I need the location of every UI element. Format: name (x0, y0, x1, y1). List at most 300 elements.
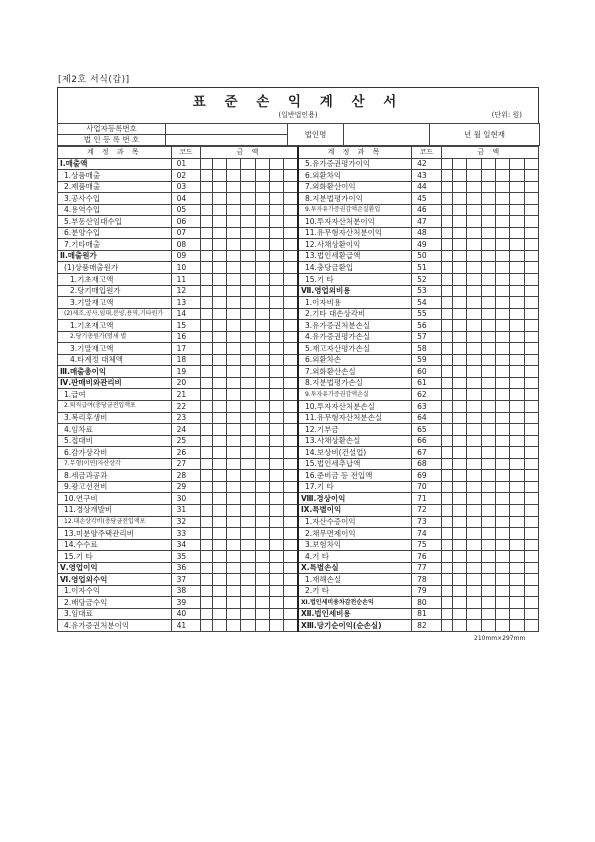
amount-cell[interactable] (453, 274, 467, 286)
amount-cell[interactable] (524, 262, 538, 274)
amount-cell[interactable] (284, 458, 298, 470)
amount-cell[interactable] (284, 377, 298, 389)
amount-cell[interactable] (284, 320, 298, 332)
amount-cell[interactable] (467, 562, 481, 574)
amount-cell[interactable] (467, 366, 481, 378)
amount-cell[interactable] (255, 366, 269, 378)
amount-cell[interactable] (255, 401, 269, 413)
amount-cell[interactable] (241, 412, 255, 424)
amount-cell[interactable] (510, 401, 524, 413)
amount-cell[interactable] (524, 366, 538, 378)
amount-cell[interactable] (241, 331, 255, 343)
amount-cell[interactable] (510, 539, 524, 551)
amount-cell[interactable] (269, 204, 283, 216)
amount-cell[interactable] (284, 539, 298, 551)
amount-cell[interactable] (269, 377, 283, 389)
amount-cell[interactable] (453, 493, 467, 505)
amount-cell[interactable] (467, 320, 481, 332)
amount-cell[interactable] (201, 389, 213, 401)
amount-cell[interactable] (226, 216, 240, 228)
amount-cell[interactable] (467, 493, 481, 505)
amount-cell[interactable] (453, 343, 467, 355)
amount-cell[interactable] (226, 320, 240, 332)
amount-cell[interactable] (496, 597, 510, 609)
amount-cell[interactable] (524, 435, 538, 447)
amount-cell[interactable] (269, 435, 283, 447)
amount-cell[interactable] (212, 551, 226, 563)
amount-cell[interactable] (481, 170, 495, 182)
amount-cell[interactable] (496, 308, 510, 320)
amount-cell[interactable] (201, 574, 213, 586)
amount-cell[interactable] (241, 216, 255, 228)
amount-cell[interactable] (226, 516, 240, 528)
amount-cell[interactable] (453, 435, 467, 447)
amount-cell[interactable] (510, 193, 524, 205)
amount-cell[interactable] (212, 377, 226, 389)
amount-cell[interactable] (241, 504, 255, 516)
amount-cell[interactable] (496, 528, 510, 540)
amount-cell[interactable] (284, 343, 298, 355)
amount-cell[interactable] (453, 320, 467, 332)
amount-cell[interactable] (524, 250, 538, 262)
amount-cell[interactable] (226, 181, 240, 193)
amount-cell[interactable] (241, 158, 255, 170)
amount-cell[interactable] (241, 585, 255, 597)
amount-cell[interactable] (226, 170, 240, 182)
amount-cell[interactable] (441, 458, 453, 470)
amount-cell[interactable] (212, 528, 226, 540)
amount-cell[interactable] (201, 504, 213, 516)
amount-cell[interactable] (510, 608, 524, 620)
amount-cell[interactable] (241, 493, 255, 505)
amount-cell[interactable] (226, 481, 240, 493)
amount-cell[interactable] (441, 239, 453, 251)
amount-cell[interactable] (212, 493, 226, 505)
amount-cell[interactable] (510, 597, 524, 609)
amount-cell[interactable] (496, 389, 510, 401)
amount-cell[interactable] (284, 262, 298, 274)
amount-cell[interactable] (467, 481, 481, 493)
amount-cell[interactable] (284, 308, 298, 320)
amount-cell[interactable] (524, 239, 538, 251)
amount-cell[interactable] (269, 262, 283, 274)
amount-cell[interactable] (510, 308, 524, 320)
amount-cell[interactable] (284, 181, 298, 193)
amount-cell[interactable] (241, 274, 255, 286)
amount-cell[interactable] (241, 193, 255, 205)
amount-cell[interactable] (524, 216, 538, 228)
amount-cell[interactable] (524, 331, 538, 343)
amount-cell[interactable] (481, 216, 495, 228)
amount-cell[interactable] (255, 435, 269, 447)
amount-cell[interactable] (269, 216, 283, 228)
amount-cell[interactable] (481, 447, 495, 459)
amount-cell[interactable] (453, 574, 467, 586)
amount-cell[interactable] (496, 250, 510, 262)
amount-cell[interactable] (201, 516, 213, 528)
amount-cell[interactable] (441, 493, 453, 505)
amount-cell[interactable] (284, 620, 298, 632)
amount-cell[interactable] (524, 274, 538, 286)
amount-cell[interactable] (269, 481, 283, 493)
amount-cell[interactable] (496, 447, 510, 459)
amount-cell[interactable] (467, 597, 481, 609)
amount-cell[interactable] (481, 181, 495, 193)
amount-cell[interactable] (510, 562, 524, 574)
amount-cell[interactable] (524, 320, 538, 332)
amount-cell[interactable] (212, 366, 226, 378)
amount-cell[interactable] (510, 528, 524, 540)
amount-cell[interactable] (441, 389, 453, 401)
amount-cell[interactable] (496, 170, 510, 182)
amount-cell[interactable] (226, 377, 240, 389)
amount-cell[interactable] (201, 493, 213, 505)
amount-cell[interactable] (453, 562, 467, 574)
amount-cell[interactable] (226, 297, 240, 309)
amount-cell[interactable] (284, 354, 298, 366)
amount-cell[interactable] (467, 216, 481, 228)
amount-cell[interactable] (510, 551, 524, 563)
amount-cell[interactable] (212, 170, 226, 182)
amount-cell[interactable] (481, 193, 495, 205)
amount-cell[interactable] (212, 158, 226, 170)
amount-cell[interactable] (226, 354, 240, 366)
amount-cell[interactable] (269, 297, 283, 309)
amount-cell[interactable] (269, 493, 283, 505)
amount-cell[interactable] (226, 424, 240, 436)
amount-cell[interactable] (481, 562, 495, 574)
amount-cell[interactable] (441, 528, 453, 540)
amount-cell[interactable] (241, 320, 255, 332)
amount-cell[interactable] (284, 608, 298, 620)
amount-cell[interactable] (226, 274, 240, 286)
amount-cell[interactable] (212, 424, 226, 436)
amount-cell[interactable] (481, 239, 495, 251)
amount-cell[interactable] (441, 470, 453, 482)
amount-cell[interactable] (441, 377, 453, 389)
amount-cell[interactable] (496, 320, 510, 332)
amount-cell[interactable] (441, 447, 453, 459)
amount-cell[interactable] (241, 227, 255, 239)
amount-cell[interactable] (201, 320, 213, 332)
amount-cell[interactable] (496, 562, 510, 574)
amount-cell[interactable] (255, 481, 269, 493)
amount-cell[interactable] (269, 389, 283, 401)
amount-cell[interactable] (453, 516, 467, 528)
amount-cell[interactable] (467, 504, 481, 516)
amount-cell[interactable] (441, 435, 453, 447)
amount-cell[interactable] (284, 170, 298, 182)
amount-cell[interactable] (496, 343, 510, 355)
amount-cell[interactable] (496, 227, 510, 239)
amount-cell[interactable] (524, 551, 538, 563)
amount-cell[interactable] (467, 412, 481, 424)
amount-cell[interactable] (226, 308, 240, 320)
amount-cell[interactable] (241, 308, 255, 320)
amount-cell[interactable] (201, 562, 213, 574)
amount-cell[interactable] (241, 597, 255, 609)
amount-cell[interactable] (467, 343, 481, 355)
amount-cell[interactable] (453, 193, 467, 205)
amount-cell[interactable] (524, 620, 538, 632)
amount-cell[interactable] (255, 424, 269, 436)
amount-cell[interactable] (496, 608, 510, 620)
amount-cell[interactable] (284, 493, 298, 505)
amount-cell[interactable] (496, 377, 510, 389)
amount-cell[interactable] (481, 528, 495, 540)
amount-cell[interactable] (226, 620, 240, 632)
amount-cell[interactable] (481, 493, 495, 505)
amount-cell[interactable] (453, 470, 467, 482)
amount-cell[interactable] (453, 597, 467, 609)
amount-cell[interactable] (481, 320, 495, 332)
amount-cell[interactable] (269, 528, 283, 540)
amount-cell[interactable] (212, 285, 226, 297)
amount-cell[interactable] (481, 504, 495, 516)
amount-cell[interactable] (524, 297, 538, 309)
amount-cell[interactable] (226, 204, 240, 216)
amount-cell[interactable] (467, 470, 481, 482)
amount-cell[interactable] (467, 262, 481, 274)
amount-cell[interactable] (269, 158, 283, 170)
amount-cell[interactable] (255, 608, 269, 620)
amount-cell[interactable] (481, 470, 495, 482)
amount-cell[interactable] (255, 297, 269, 309)
amount-cell[interactable] (241, 551, 255, 563)
amount-cell[interactable] (524, 285, 538, 297)
amount-cell[interactable] (201, 458, 213, 470)
amount-cell[interactable] (201, 585, 213, 597)
amount-cell[interactable] (255, 354, 269, 366)
amount-cell[interactable] (212, 320, 226, 332)
amount-cell[interactable] (453, 354, 467, 366)
amount-cell[interactable] (255, 458, 269, 470)
amount-cell[interactable] (441, 354, 453, 366)
amount-cell[interactable] (441, 308, 453, 320)
amount-cell[interactable] (284, 239, 298, 251)
amount-cell[interactable] (441, 504, 453, 516)
amount-cell[interactable] (284, 504, 298, 516)
amount-cell[interactable] (467, 193, 481, 205)
amount-cell[interactable] (284, 597, 298, 609)
amount-cell[interactable] (284, 297, 298, 309)
amount-cell[interactable] (453, 504, 467, 516)
amount-cell[interactable] (241, 539, 255, 551)
amount-cell[interactable] (441, 262, 453, 274)
amount-cell[interactable] (255, 597, 269, 609)
amount-cell[interactable] (524, 504, 538, 516)
amount-cell[interactable] (212, 297, 226, 309)
amount-cell[interactable] (201, 481, 213, 493)
amount-cell[interactable] (255, 470, 269, 482)
amount-cell[interactable] (241, 285, 255, 297)
amount-cell[interactable] (201, 193, 213, 205)
amount-cell[interactable] (496, 539, 510, 551)
amount-cell[interactable] (269, 343, 283, 355)
amount-cell[interactable] (201, 250, 213, 262)
amount-cell[interactable] (524, 412, 538, 424)
amount-cell[interactable] (226, 193, 240, 205)
amount-cell[interactable] (453, 262, 467, 274)
amount-cell[interactable] (496, 585, 510, 597)
amount-cell[interactable] (496, 435, 510, 447)
amount-cell[interactable] (441, 216, 453, 228)
amount-cell[interactable] (467, 297, 481, 309)
amount-cell[interactable] (441, 481, 453, 493)
amount-cell[interactable] (269, 227, 283, 239)
amount-cell[interactable] (241, 250, 255, 262)
amount-cell[interactable] (255, 516, 269, 528)
amount-cell[interactable] (524, 562, 538, 574)
amount-cell[interactable] (226, 250, 240, 262)
amount-cell[interactable] (269, 424, 283, 436)
amount-cell[interactable] (269, 193, 283, 205)
amount-cell[interactable] (255, 193, 269, 205)
amount-cell[interactable] (201, 528, 213, 540)
amount-cell[interactable] (212, 539, 226, 551)
amount-cell[interactable] (255, 620, 269, 632)
amount-cell[interactable] (510, 574, 524, 586)
amount-cell[interactable] (212, 574, 226, 586)
amount-cell[interactable] (524, 193, 538, 205)
amount-cell[interactable] (467, 250, 481, 262)
amount-cell[interactable] (481, 412, 495, 424)
amount-cell[interactable] (524, 470, 538, 482)
amount-cell[interactable] (212, 516, 226, 528)
amount-cell[interactable] (255, 504, 269, 516)
amount-cell[interactable] (453, 204, 467, 216)
amount-cell[interactable] (201, 239, 213, 251)
amount-cell[interactable] (496, 458, 510, 470)
amount-cell[interactable] (226, 227, 240, 239)
amount-cell[interactable] (496, 354, 510, 366)
amount-cell[interactable] (226, 401, 240, 413)
amount-cell[interactable] (524, 389, 538, 401)
amount-cell[interactable] (453, 366, 467, 378)
amount-cell[interactable] (481, 158, 495, 170)
amount-cell[interactable] (496, 504, 510, 516)
amount-cell[interactable] (481, 585, 495, 597)
amount-cell[interactable] (467, 227, 481, 239)
amount-cell[interactable] (255, 574, 269, 586)
amount-cell[interactable] (284, 401, 298, 413)
amount-cell[interactable] (201, 181, 213, 193)
amount-cell[interactable] (453, 389, 467, 401)
amount-cell[interactable] (496, 204, 510, 216)
amount-cell[interactable] (201, 551, 213, 563)
amount-cell[interactable] (510, 262, 524, 274)
amount-cell[interactable] (467, 528, 481, 540)
amount-cell[interactable] (226, 528, 240, 540)
amount-cell[interactable] (453, 585, 467, 597)
amount-cell[interactable] (496, 216, 510, 228)
amount-cell[interactable] (255, 216, 269, 228)
amount-cell[interactable] (496, 481, 510, 493)
amount-cell[interactable] (212, 308, 226, 320)
amount-cell[interactable] (269, 470, 283, 482)
amount-cell[interactable] (496, 239, 510, 251)
amount-cell[interactable] (241, 297, 255, 309)
amount-cell[interactable] (284, 424, 298, 436)
amount-cell[interactable] (241, 343, 255, 355)
amount-cell[interactable] (226, 470, 240, 482)
amount-cell[interactable] (481, 354, 495, 366)
amount-cell[interactable] (284, 585, 298, 597)
reg-no-field[interactable] (166, 124, 288, 135)
amount-cell[interactable] (284, 250, 298, 262)
amount-cell[interactable] (241, 377, 255, 389)
amount-cell[interactable] (441, 331, 453, 343)
amount-cell[interactable] (226, 389, 240, 401)
amount-cell[interactable] (269, 458, 283, 470)
amount-cell[interactable] (453, 412, 467, 424)
amount-cell[interactable] (241, 401, 255, 413)
amount-cell[interactable] (467, 354, 481, 366)
amount-cell[interactable] (241, 620, 255, 632)
amount-cell[interactable] (453, 539, 467, 551)
amount-cell[interactable] (510, 412, 524, 424)
amount-cell[interactable] (510, 274, 524, 286)
amount-cell[interactable] (467, 331, 481, 343)
amount-cell[interactable] (255, 447, 269, 459)
amount-cell[interactable] (510, 331, 524, 343)
amount-cell[interactable] (441, 193, 453, 205)
amount-cell[interactable] (269, 239, 283, 251)
corp-name-field[interactable] (344, 124, 430, 146)
amount-cell[interactable] (453, 216, 467, 228)
amount-cell[interactable] (467, 516, 481, 528)
amount-cell[interactable] (496, 274, 510, 286)
amount-cell[interactable] (510, 158, 524, 170)
amount-cell[interactable] (441, 170, 453, 182)
amount-cell[interactable] (255, 239, 269, 251)
amount-cell[interactable] (467, 401, 481, 413)
amount-cell[interactable] (441, 401, 453, 413)
amount-cell[interactable] (481, 608, 495, 620)
amount-cell[interactable] (201, 377, 213, 389)
amount-cell[interactable] (453, 528, 467, 540)
amount-cell[interactable] (441, 285, 453, 297)
amount-cell[interactable] (510, 620, 524, 632)
amount-cell[interactable] (441, 562, 453, 574)
amount-cell[interactable] (201, 331, 213, 343)
amount-cell[interactable] (255, 170, 269, 182)
amount-cell[interactable] (481, 435, 495, 447)
amount-cell[interactable] (510, 447, 524, 459)
amount-cell[interactable] (510, 389, 524, 401)
amount-cell[interactable] (467, 574, 481, 586)
amount-cell[interactable] (201, 343, 213, 355)
amount-cell[interactable] (212, 620, 226, 632)
amount-cell[interactable] (241, 204, 255, 216)
amount-cell[interactable] (284, 516, 298, 528)
amount-cell[interactable] (524, 354, 538, 366)
amount-cell[interactable] (284, 481, 298, 493)
amount-cell[interactable] (269, 562, 283, 574)
amount-cell[interactable] (226, 331, 240, 343)
amount-cell[interactable] (241, 574, 255, 586)
amount-cell[interactable] (467, 435, 481, 447)
amount-cell[interactable] (524, 227, 538, 239)
amount-cell[interactable] (241, 170, 255, 182)
amount-cell[interactable] (524, 424, 538, 436)
amount-cell[interactable] (481, 308, 495, 320)
amount-cell[interactable] (467, 239, 481, 251)
amount-cell[interactable] (481, 331, 495, 343)
amount-cell[interactable] (284, 158, 298, 170)
amount-cell[interactable] (255, 331, 269, 343)
amount-cell[interactable] (284, 204, 298, 216)
